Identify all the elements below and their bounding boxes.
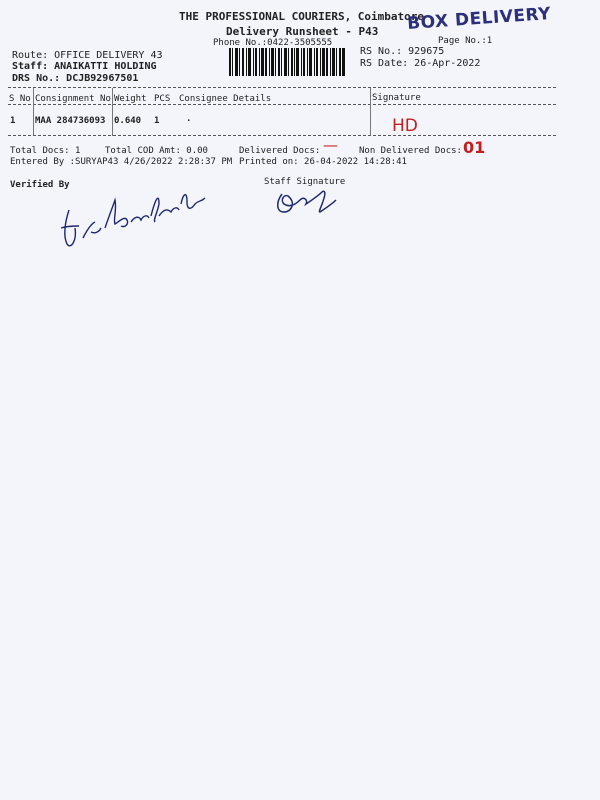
col-divider xyxy=(112,88,113,136)
delivered-docs-label: Delivered Docs: xyxy=(239,146,321,156)
row-consignment: MAA 284736093 xyxy=(35,116,106,126)
staff-label: Staff: ANAIKATTI HOLDING xyxy=(12,61,157,72)
barcode-icon xyxy=(229,48,345,76)
col-divider xyxy=(33,88,34,136)
runsheet-title: Delivery Runsheet - P43 xyxy=(226,25,379,38)
rs-date: RS Date: 26-Apr-2022 xyxy=(360,58,481,69)
table-header-rule xyxy=(8,104,556,105)
printed-on: Printed on: 26-04-2022 14:28:41 xyxy=(239,157,407,167)
table-top-rule xyxy=(8,87,556,88)
verified-by-signature xyxy=(55,180,215,252)
col-header-consignee: Consignee Details xyxy=(179,94,272,104)
non-delivered-docs-mark: 01 xyxy=(463,138,486,157)
col-header-pcs: PCS xyxy=(154,94,171,104)
row-weight: 0.640 xyxy=(114,116,142,126)
company-name: THE PROFESSIONAL COURIERS, Coimbatore xyxy=(179,10,425,23)
drs-number: DRS No.: DCJB92967501 xyxy=(12,73,139,84)
entered-by: Entered By :SURYAP43 4/26/2022 2:28:37 PM xyxy=(10,157,233,167)
row-sno: 1 xyxy=(10,116,16,126)
total-docs: Total Docs: 1 xyxy=(10,146,81,156)
non-delivered-docs-label: Non Delivered Docs: xyxy=(359,146,462,156)
col-header-consignment: Consignment No xyxy=(35,94,111,104)
col-header-sno: S No xyxy=(9,94,31,104)
route-label: Route: OFFICE DELIVERY 43 xyxy=(12,50,163,61)
col-divider xyxy=(370,88,371,136)
col-header-weight: Weight xyxy=(114,94,147,104)
row-signature-handwritten: HD xyxy=(392,116,418,136)
phone-number: Phone No.:0422-3505555 xyxy=(213,38,333,48)
delivered-docs-mark: — xyxy=(323,136,338,154)
total-cod-amount: Total COD Amt: 0.00 xyxy=(105,146,208,156)
rs-number: RS No.: 929675 xyxy=(360,46,445,57)
row-consignee: . xyxy=(186,114,192,124)
row-pcs: 1 xyxy=(154,116,160,126)
col-header-signature: Signature xyxy=(372,93,421,103)
table-bottom-rule xyxy=(8,135,556,136)
page-number: Page No.:1 xyxy=(438,36,493,46)
verified-by-label: Verified By xyxy=(10,180,70,190)
staff-signature-label: Staff Signature xyxy=(264,177,346,187)
staff-signature-handwritten xyxy=(272,182,342,222)
box-delivery-stamp: BOX DELIVERY xyxy=(406,4,552,34)
